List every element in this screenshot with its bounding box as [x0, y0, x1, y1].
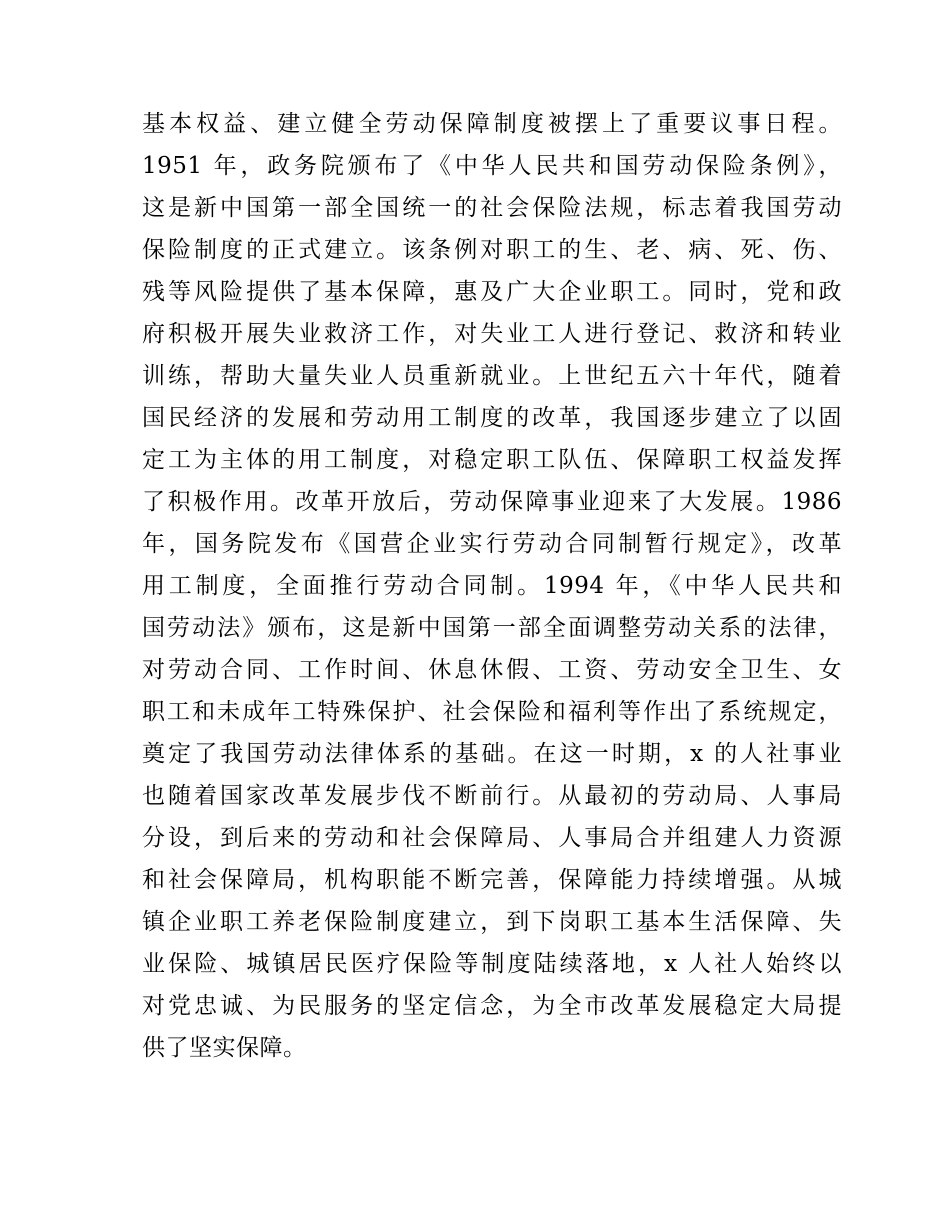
text-line: 1951 年，政务院颁布了《中华人民共和国劳动保险条例》，: [142, 153, 842, 179]
text-line: 国民经济的发展和劳动用工制度的改革，我国逐步建立了以固: [142, 405, 842, 431]
text-line: 业保险、城镇居民医疗保险等制度陆续落地，x 人社人始终以: [142, 951, 842, 977]
text-line: 供了坚实保障。: [142, 1035, 307, 1061]
body-paragraph: [142, 103, 842, 1069]
text-line: 职工和未成年工特殊保护、社会保险和福利等作出了系统规定，: [142, 699, 842, 725]
text-line: 奠定了我国劳动法律体系的基础。在这一时期，x 的人社事业: [142, 741, 842, 767]
text-line: 年，国务院发布《国营企业实行劳动合同制暂行规定》，改革: [142, 531, 842, 557]
text-line: 定工为主体的用工制度，对稳定职工队伍、保障职工权益发挥: [142, 447, 842, 473]
text-line: 残等风险提供了基本保障，惠及广大企业职工。同时，党和政: [142, 279, 842, 305]
text-line: 保险制度的正式建立。该条例对职工的生、老、病、死、伤、: [142, 237, 842, 263]
text-line: 府积极开展失业救济工作，对失业工人进行登记、救济和转业: [142, 321, 842, 347]
text-line: 和社会保障局，机构职能不断完善，保障能力持续增强。从城: [142, 867, 842, 893]
text-line: 了积极作用。改革开放后，劳动保障事业迎来了大发展。1986: [142, 489, 842, 515]
text-line: 分设，到后来的劳动和社会保障局、人事局合并组建人力资源: [142, 825, 842, 851]
text-line: 镇企业职工养老保险制度建立，到下岗职工基本生活保障、失: [142, 909, 842, 935]
text-line: 用工制度，全面推行劳动合同制。1994 年，《中华人民共和: [142, 573, 842, 599]
text-line: 也随着国家改革发展步伐不断前行。从最初的劳动局、人事局: [142, 783, 842, 809]
text-line: 对劳动合同、工作时间、休息休假、工资、劳动安全卫生、女: [142, 657, 842, 683]
text-line: 对党忠诚、为民服务的坚定信念，为全市改革发展稳定大局提: [142, 993, 842, 1019]
text-line: 训练，帮助大量失业人员重新就业。上世纪五六十年代，随着: [142, 363, 842, 389]
text-line: 这是新中国第一部全国统一的社会保险法规，标志着我国劳动: [142, 195, 842, 221]
text-line: 国劳动法》颁布，这是新中国第一部全面调整劳动关系的法律，: [142, 615, 842, 641]
text-line: 基本权益、建立健全劳动保障制度被摆上了重要议事日程。: [142, 111, 842, 137]
